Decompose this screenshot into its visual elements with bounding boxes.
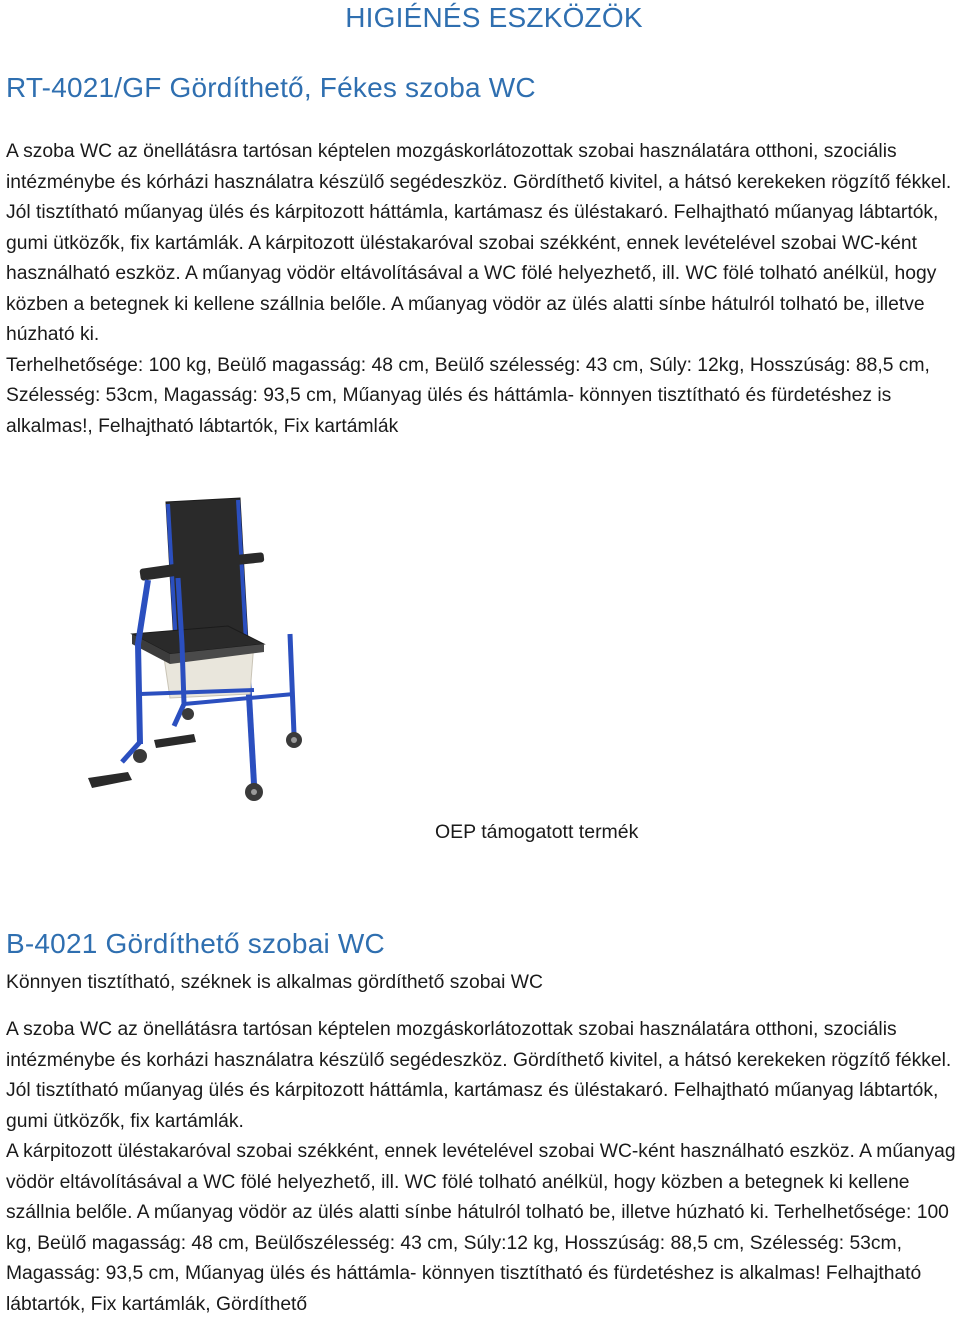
product-description-b4021 [6, 1015, 956, 1320]
description-sentence: WC fölé tolható anélkül, hogy közben a betegnek ki kellene szállnia belőle. [6, 263, 937, 315]
page-title: HIGIÉNÉS ESZKÖZÖK [345, 2, 643, 33]
product-title-rt4021: RT-4021/GF Gördíthető, Fékes szoba WC [6, 72, 536, 103]
description-sentence: Gördíthető kivitel, a hátsó kerekeken rögzítő fékkel. [512, 171, 952, 193]
description-sentence: Felhajtható műanyag lábtartók, gumi ütközők, fix kartámlák. [6, 202, 939, 254]
product-description-rt4021 [6, 137, 956, 442]
description-paragraph: A szoba WC az önellátásra tartósan képtelen mozgáskorlátozottak szobai használatára otthoni, szociális intézménybe és korházi használatra készülő segédeszköz. Gördíthető kivitel, a hátsó kerekeken rögzítő fékkel. Jól tisztítható műanyag ülés és kárpitozott háttámla, kartámasz és üléstakaró. Felhajtható műanyag lábtartók, gumi ütközők, fix kartámlák. [6, 1019, 952, 1132]
commode-wheelchair-image [78, 494, 338, 824]
description-sentence: A szoba WC az önellátásra tartósan képtelen mozgáskorlátozottak szobai használatára otthoni, szociális intézménybe és kórházi használatra készülő segédeszköz. [6, 141, 897, 193]
description-sentence: A kárpitozott üléstakaróval szobai székként, ennek levételével szobai WC-ként használható eszköz. [6, 232, 917, 284]
product-title-b4021: B-4021 Gördíthető szobai WC [6, 928, 385, 959]
description-sentence: A műanyag vödör eltávolításával a WC fölé helyezhető, ill. [185, 263, 681, 284]
description-specs: Terhelhetősége: 100 kg, Beülő magasság: 48 cm, Beülő szélesség: 43 cm, Súly: 12kg, Hosszúság: 88,5 cm, Szélesség: 53cm, Magasság: 93,5 cm, Műanyag ülés és háttámla- könnyen tisztítható és fürdetéshez is alkalmas!, Felhajtható lábtartók, Fix kartámlák [6, 354, 930, 437]
description-sentence: Jól tisztítható műanyag ülés és kárpitozott háttámla, kartámasz és üléstakaró. [6, 202, 669, 223]
description-paragraph: A kárpitozott üléstakaróval szobai székként, ennek levételével szobai WC-ként használható eszköz. A műanyag vödör eltávolításával a WC fölé helyezhető, ill. WC fölé tolható anélkül, hogy közben a betegnek ki kellene szállnia belőle. A műanyag vödör az ülés alatti sínbe hátulról tolható be, illetve húzható ki. Terhelhetősége: 100 kg, Beülő magasság: 48 cm, Beülőszélesség: 43 cm, Súly:12 kg, Hosszúság: 88,5 cm, Szélesség: 53cm, Magasság: 93,5 cm, Műanyag ülés és háttámla- könnyen tisztítható és fürdetéshez is alkalmas! Felhajtható lábtartók, Fix kartámlák, Gördíthető [6, 1141, 956, 1315]
oep-supported-label: OEP támogatott termék [435, 821, 639, 843]
product-subtitle-b4021: Könnyen tisztítható, széknek is alkalmas gördíthető szobai WC [6, 972, 543, 993]
description-sentence: A műanyag vödör az ülés alatti sínbe hátulról tolható be, illetve húzható ki. [6, 293, 925, 345]
